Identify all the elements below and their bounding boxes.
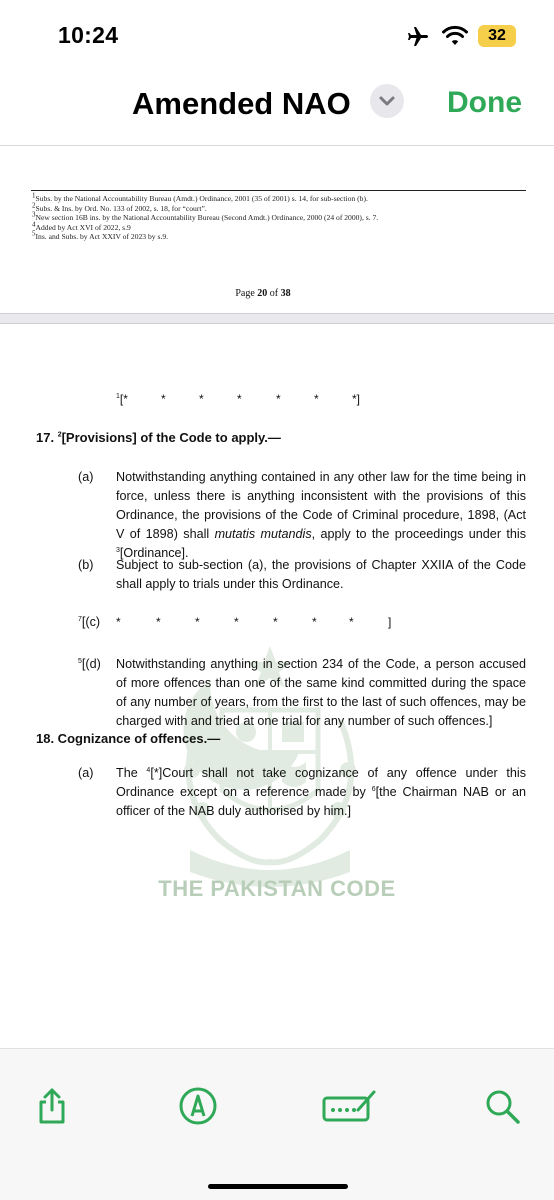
section-17-heading: 17. $^2$[Provisions] of the Code to apply.— <box>36 430 281 445</box>
section-18-heading: 18. Cognizance of offences.— <box>36 731 221 746</box>
search-icon[interactable] <box>482 1086 522 1126</box>
document-title[interactable]: Amended NAO <box>132 86 351 121</box>
clause-17c-omitted: * * * * * * * ] <box>116 615 392 629</box>
clause-17b-text: Subject to sub-section (a), the provisions of Chapter XXIIA of the Code shall apply to trials under this Ordinance. <box>116 558 526 591</box>
footnote: $^5$Ins. and Subs. by Act XXIV of 2023 by s.9. <box>32 229 169 242</box>
footnote-divider <box>31 190 526 191</box>
clause-17d-text: Notwithstanding anything in section 234 of the Code, a person accused of more offences than one of the same kind committed during the space of any number of years, from the first to the last of such offences, may be charged with and tried at one trial for any number of such offences.] <box>116 657 526 728</box>
clause-17a-text: Notwithstanding anything contained in any other law for the time being in force, unless there is anything inconsistent with the provisions of this Ordinance, the provisions of the Code of Criminal procedure, 1898, (Act V of 1898) shall mutatis mutandis, apply to the proceedings under this $^3$[Ordinance]. <box>116 470 526 560</box>
battery-indicator: 32 <box>478 25 516 47</box>
status-bar <box>0 0 554 70</box>
footnote: $^3$New section 16B ins. by the National Accountability Bureau (Second Amdt.) Ordinance, 2000 (24 of 2000), s. 7. <box>32 210 379 223</box>
watermark-text: THE PAKISTAN CODE <box>158 876 396 901</box>
done-button[interactable]: Done <box>447 86 522 119</box>
chevron-down-icon <box>370 84 404 118</box>
clause-18a-text: The $^4$[*]Court shall not take cognizance of any offence under this Ordinance except on a reference made by $^6$[the Chairman NAB or an officer of the NAB duly authorised by him.] <box>116 766 527 818</box>
footnotes <box>32 191 532 242</box>
share-icon[interactable] <box>32 1086 72 1126</box>
clause-label: (a) <box>78 470 94 484</box>
page-gap <box>0 313 554 324</box>
home-indicator[interactable] <box>208 1184 348 1189</box>
status-time: 10:24 <box>58 22 119 48</box>
bottom-toolbar <box>0 1048 554 1200</box>
omitted-clause: $^1$ [* * * * * * *] <box>116 392 361 406</box>
clause-label: (b) <box>78 558 94 572</box>
markup-icon[interactable] <box>178 1086 218 1126</box>
footnote: $^2$Subs. & Ins. by Ord. No. 133 of 2002, s. 18, for “court”. <box>32 201 207 213</box>
footnote: $^4$Added by Act XVI of 2022, s.9 <box>32 220 131 232</box>
clause-17c-label: $^7$[(c) <box>78 615 101 629</box>
page-number: Page 20 of 38 <box>235 288 291 299</box>
airplane-mode-icon <box>406 25 430 49</box>
title-menu-button[interactable] <box>370 84 404 118</box>
clause-label: (a) <box>78 766 94 780</box>
signature-icon[interactable] <box>322 1086 378 1126</box>
footnote: $^1$Subs. by the National Accountability Bureau (Amdt.) Ordinance, 2001 (35 of 2001) s. 14, for sub-section (b). <box>32 191 368 203</box>
wifi-icon <box>442 25 468 47</box>
clause-17d-label: $^5$[(d) <box>78 657 101 671</box>
